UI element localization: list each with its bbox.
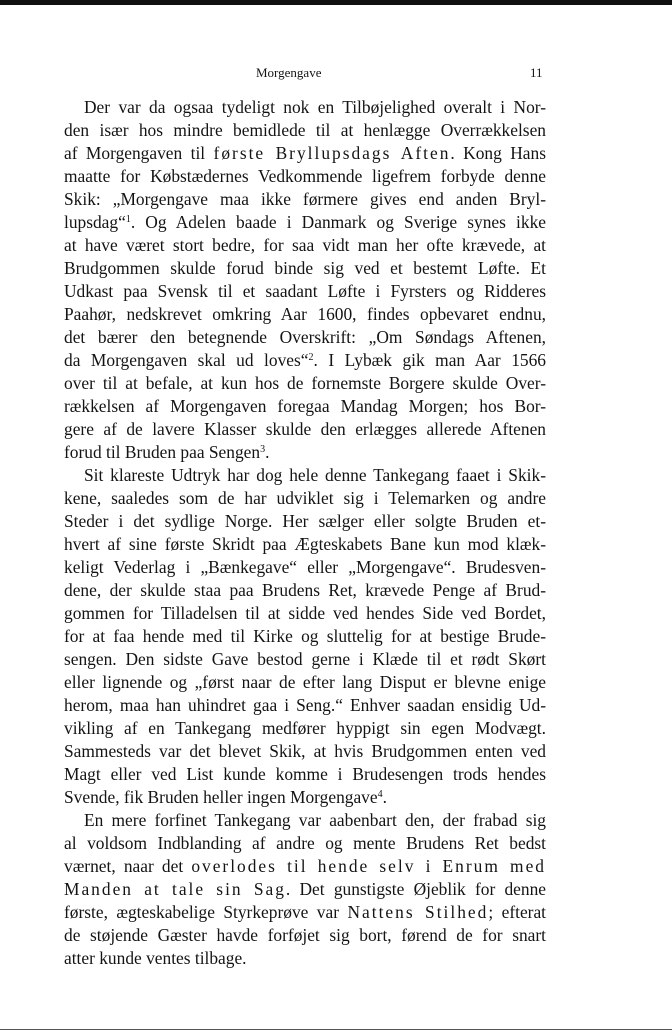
text-line: keligt Vederlag i „Bænkegave“ eller „Morgengave“. Brudesven- [64, 557, 546, 577]
text-line: Manden at tale sin Sag. Det gunstigste Øjeblik for denne [64, 879, 546, 899]
text-line: vikling af en Tankegang medfører hyppigt sin egen Modvægt. [64, 718, 546, 738]
text-line: den især hos mindre bemidlede til at henlægge Overrækkelsen [64, 120, 546, 140]
text-line: for at faa hende med til Kirke og sluttelig for at bestige Brude- [64, 626, 546, 646]
bottom-edge-rule [0, 1029, 672, 1030]
footnote-marker: 4 [377, 789, 383, 800]
text-line: de støjende Gæster havde forføjet sig bort, førend de for snart [64, 925, 546, 945]
text-line: eller lignende og „først naar de efter lang Disput er blevne enige [64, 672, 546, 692]
text-line: kene, saaledes som de har udviklet sig i Telemarken og andre [64, 488, 546, 508]
text-line: En mere forfinet Tankegang var aabenbart den, der frabad sig [84, 810, 546, 830]
body-text [64, 96, 546, 970]
text-line: af Morgengaven til første Bryllupsdags Aften. Kong Hans [64, 143, 546, 163]
text-line: dene, der skulde staa paa Brudens Ret, krævede Penge af Brud- [64, 580, 546, 600]
running-head [0, 63, 672, 85]
text-line: gere af de lavere Klasser skulde den erlægges allerede Aftenen [64, 419, 546, 439]
text-line: Svende, fik Bruden heller ingen Morgengave$^4$. [64, 787, 387, 807]
text-line: Skik: „Morgengave maa ikke førmere gives end anden Bryl- [64, 189, 546, 209]
text-line: da Morgengaven skal ud loves“$^2$. I Lybæk gik man Aar 1566 [64, 350, 546, 370]
paragraph [64, 464, 546, 809]
text-line: hvert af sine første Skridt paa Ægteskabets Bane kun mod klæk- [64, 534, 546, 554]
emphasized-text: Nattens Stilhed [347, 902, 489, 922]
text-line: Sit klareste Udtryk har dog hele denne Tankegang faaet i Skik- [84, 465, 546, 485]
text-line: al voldsom Indblanding af andre og mente Brudens Ret bedst [64, 833, 546, 853]
emphasized-text: første Bryllupsdags Aften [213, 143, 451, 163]
paragraph [64, 96, 546, 464]
text-line: Udkast paa Svensk til et saadant Løfte i Fyrsters og Ridderes [64, 281, 546, 301]
text-line: rækkelsen af Morgengaven foregaa Mandag Morgen; hos Bor- [64, 396, 546, 416]
text-line: Paahør, nedskrevet omkring Aar 1600, findes opbevaret endnu, [64, 304, 546, 324]
text-line: Steder i det sydlige Norge. Her sælger eller solgte Bruden et- [64, 511, 546, 531]
text-line: over til at befale, at kun hos de fornemste Borgere skulde Over- [64, 373, 546, 393]
top-edge-rule [0, 0, 672, 5]
paragraph [64, 809, 546, 970]
running-title: Morgengave [256, 65, 322, 80]
emphasized-text: overlodes til hende selv i Enrum med [191, 856, 546, 876]
text-line: herom, maa han uhindret gaa i Seng.“ Enhver saadan ensidig Ud- [64, 695, 546, 715]
text-line: Sammesteds var det blevet Skik, at hvis Brudgommen enten ved [64, 741, 546, 761]
text-line: det bærer den betegnende Overskrift: „Om Søndags Aftenen, [64, 327, 546, 347]
text-line: Der var da ogsaa tydeligt nok en Tilbøjelighed overalt i Nor- [84, 97, 546, 117]
text-line: første, ægteskabelige Styrkeprøve var Nattens Stilhed; efterat [64, 902, 546, 922]
text-line: værnet, naar det overlodes til hende selv i Enrum med [64, 856, 546, 876]
text-line: Magt eller ved List kunde komme i Brudesengen trods hendes [64, 764, 546, 784]
text-line: sengen. Den sidste Gave bestod gerne i Klæde til et rødt Skørt [64, 649, 546, 669]
footnote-marker: 1 [125, 214, 131, 225]
footnote-marker: 3 [260, 444, 266, 455]
text-line: at have været stort bedre, for saa vidt man her ofte krævede, at [64, 235, 546, 255]
text-line: maatte for Købstædernes Vedkommende ligefrem forbyde denne [64, 166, 546, 186]
text-line: forud til Bruden paa Sengen$^3$. [64, 442, 270, 462]
text-line: atter kunde ventes tilbage. [64, 948, 247, 968]
text-line: gommen for Tilladelsen til at sidde ved hendes Side ved Bordet, [64, 603, 546, 623]
footnote-marker: 2 [308, 352, 314, 363]
emphasized-text: Manden at tale sin Sag [64, 879, 286, 899]
text-line: lupsdag“$^1$. Og Adelen baade i Danmark og Sverige synes ikke [64, 212, 546, 232]
text-line: Brudgommen skulde forud binde sig ved et bestemt Løfte. Et [64, 258, 546, 278]
page-number: 11 [530, 65, 543, 80]
